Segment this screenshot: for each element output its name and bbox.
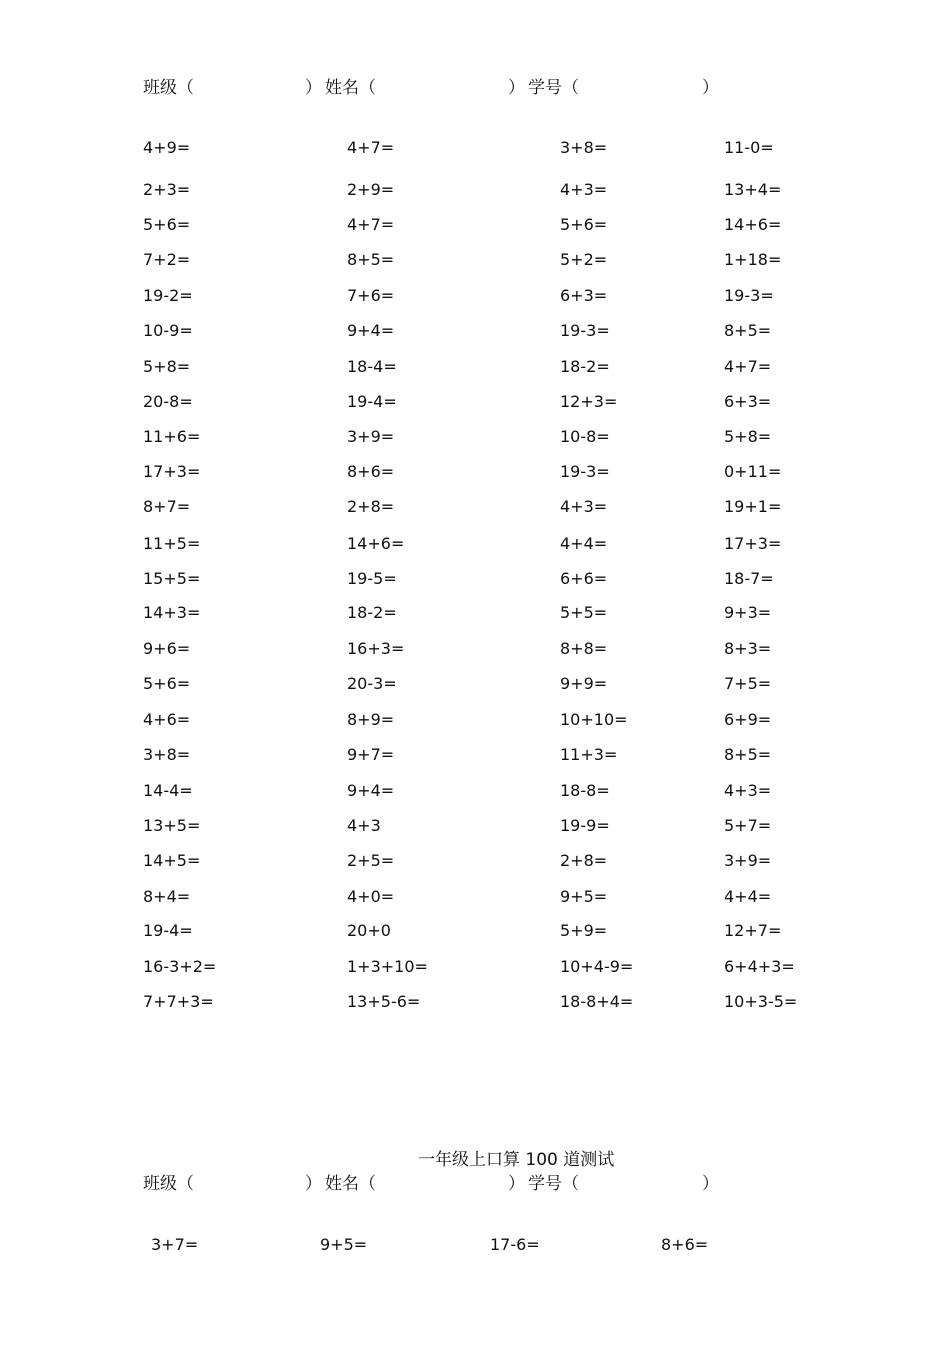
problem: 9+9=: [560, 674, 608, 693]
problem: 13+5-6=: [347, 992, 421, 1011]
id-close: ）: [702, 78, 719, 98]
problem: 20+0: [347, 921, 391, 940]
name-close: ）: [508, 78, 525, 98]
problem: 4+6=: [143, 710, 191, 729]
problem: 7+5=: [724, 674, 772, 693]
problem: 18-8=: [560, 781, 610, 800]
problem: 4+4=: [560, 534, 608, 553]
name-label: 姓名（: [325, 1174, 376, 1194]
problem: 6+3=: [724, 392, 772, 411]
problem: 5+8=: [143, 357, 191, 376]
problem: 20-8=: [143, 392, 193, 411]
problem: 5+9=: [560, 921, 608, 940]
problem: 10-8=: [560, 427, 610, 446]
problem: 5+5=: [560, 603, 608, 622]
id-label: 学号（: [528, 1174, 579, 1194]
problem: 10+10=: [560, 710, 628, 729]
problem: 4+0=: [347, 887, 395, 906]
problem: 3+8=: [560, 138, 608, 157]
problem: 8+8=: [560, 639, 608, 658]
problem: 14+5=: [143, 851, 201, 870]
problem: 17-6=: [490, 1235, 540, 1254]
problem: 5+6=: [143, 215, 191, 234]
problem: 8+5=: [724, 321, 772, 340]
problem: 2+9=: [347, 180, 395, 199]
problem: 11-0=: [724, 138, 774, 157]
problem: 3+7=: [151, 1235, 199, 1254]
problem: 14+6=: [724, 215, 782, 234]
problem: 18-2=: [347, 603, 397, 622]
problem: 4+3=: [560, 497, 608, 516]
problem: 20-3=: [347, 674, 397, 693]
name-label: 姓名（: [325, 78, 376, 98]
problem: 8+5=: [724, 745, 772, 764]
problem: 14+3=: [143, 603, 201, 622]
problem: 3+9=: [347, 427, 395, 446]
problem: 4+9=: [143, 138, 191, 157]
problem: 4+3=: [560, 180, 608, 199]
problem: 16-3+2=: [143, 957, 217, 976]
problem: 2+5=: [347, 851, 395, 870]
problem: 19-3=: [724, 286, 774, 305]
problem: 8+5=: [347, 250, 395, 269]
problem: 4+4=: [724, 887, 772, 906]
problem: 19-4=: [143, 921, 193, 940]
problem: 5+7=: [724, 816, 772, 835]
problem: 8+6=: [347, 462, 395, 481]
problem: 2+8=: [347, 497, 395, 516]
problem: 7+7+3=: [143, 992, 214, 1011]
name-close: ）: [508, 1174, 525, 1194]
problem: 10+4-9=: [560, 957, 634, 976]
problem: 19-3=: [560, 462, 610, 481]
problem: 19-3=: [560, 321, 610, 340]
problem: 8+3=: [724, 639, 772, 658]
problem: 9+4=: [347, 321, 395, 340]
problem: 0+11=: [724, 462, 782, 481]
problem: 5+6=: [143, 674, 191, 693]
problem: 19+1=: [724, 497, 782, 516]
problem: 9+5=: [560, 887, 608, 906]
problem: 16+3=: [347, 639, 405, 658]
problem: 18-8+4=: [560, 992, 634, 1011]
problem: 17+3=: [724, 534, 782, 553]
problem: 9+4=: [347, 781, 395, 800]
problem: 13+4=: [724, 180, 782, 199]
problem: 10+3-5=: [724, 992, 798, 1011]
problem: 3+9=: [724, 851, 772, 870]
worksheet-title: 一年级上口算 100 道测试: [418, 1150, 615, 1170]
problem: 19-4=: [347, 392, 397, 411]
problem: 5+6=: [560, 215, 608, 234]
problem: 6+3=: [560, 286, 608, 305]
problem: 19-2=: [143, 286, 193, 305]
problem: 14-4=: [143, 781, 193, 800]
problem: 4+7=: [347, 215, 395, 234]
problem: 18-7=: [724, 569, 774, 588]
class-close: ）: [305, 1174, 322, 1194]
problem: 9+3=: [724, 603, 772, 622]
problem: 4+3: [347, 816, 381, 835]
problem: 4+3=: [724, 781, 772, 800]
problem: 2+3=: [143, 180, 191, 199]
problem: 19-9=: [560, 816, 610, 835]
problem: 18-4=: [347, 357, 397, 376]
problem: 3+8=: [143, 745, 191, 764]
problem: 8+9=: [347, 710, 395, 729]
problem: 6+6=: [560, 569, 608, 588]
problem: 13+5=: [143, 816, 201, 835]
problem: 6+4+3=: [724, 957, 795, 976]
problem: 9+6=: [143, 639, 191, 658]
problem: 14+6=: [347, 534, 405, 553]
problem: 8+4=: [143, 887, 191, 906]
class-label: 班级（: [143, 78, 194, 98]
problem: 2+8=: [560, 851, 608, 870]
problem: 11+3=: [560, 745, 618, 764]
problem: 17+3=: [143, 462, 201, 481]
problem: 12+7=: [724, 921, 782, 940]
problem: 8+6=: [661, 1235, 709, 1254]
problem: 4+7=: [724, 357, 772, 376]
class-label: 班级（: [143, 1174, 194, 1194]
id-close: ）: [702, 1174, 719, 1194]
problem: 11+6=: [143, 427, 201, 446]
problem: 1+18=: [724, 250, 782, 269]
problem: 11+5=: [143, 534, 201, 553]
problem: 5+8=: [724, 427, 772, 446]
problem: 7+6=: [347, 286, 395, 305]
problem: 10-9=: [143, 321, 193, 340]
problem: 9+5=: [320, 1235, 368, 1254]
problem: 15+5=: [143, 569, 201, 588]
problem: 4+7=: [347, 138, 395, 157]
class-close: ）: [305, 78, 322, 98]
problem: 6+9=: [724, 710, 772, 729]
problem: 7+2=: [143, 250, 191, 269]
problem: 19-5=: [347, 569, 397, 588]
id-label: 学号（: [528, 78, 579, 98]
problem: 5+2=: [560, 250, 608, 269]
problem: 8+7=: [143, 497, 191, 516]
problem: 9+7=: [347, 745, 395, 764]
problem: 18-2=: [560, 357, 610, 376]
problem: 12+3=: [560, 392, 618, 411]
problem: 1+3+10=: [347, 957, 428, 976]
